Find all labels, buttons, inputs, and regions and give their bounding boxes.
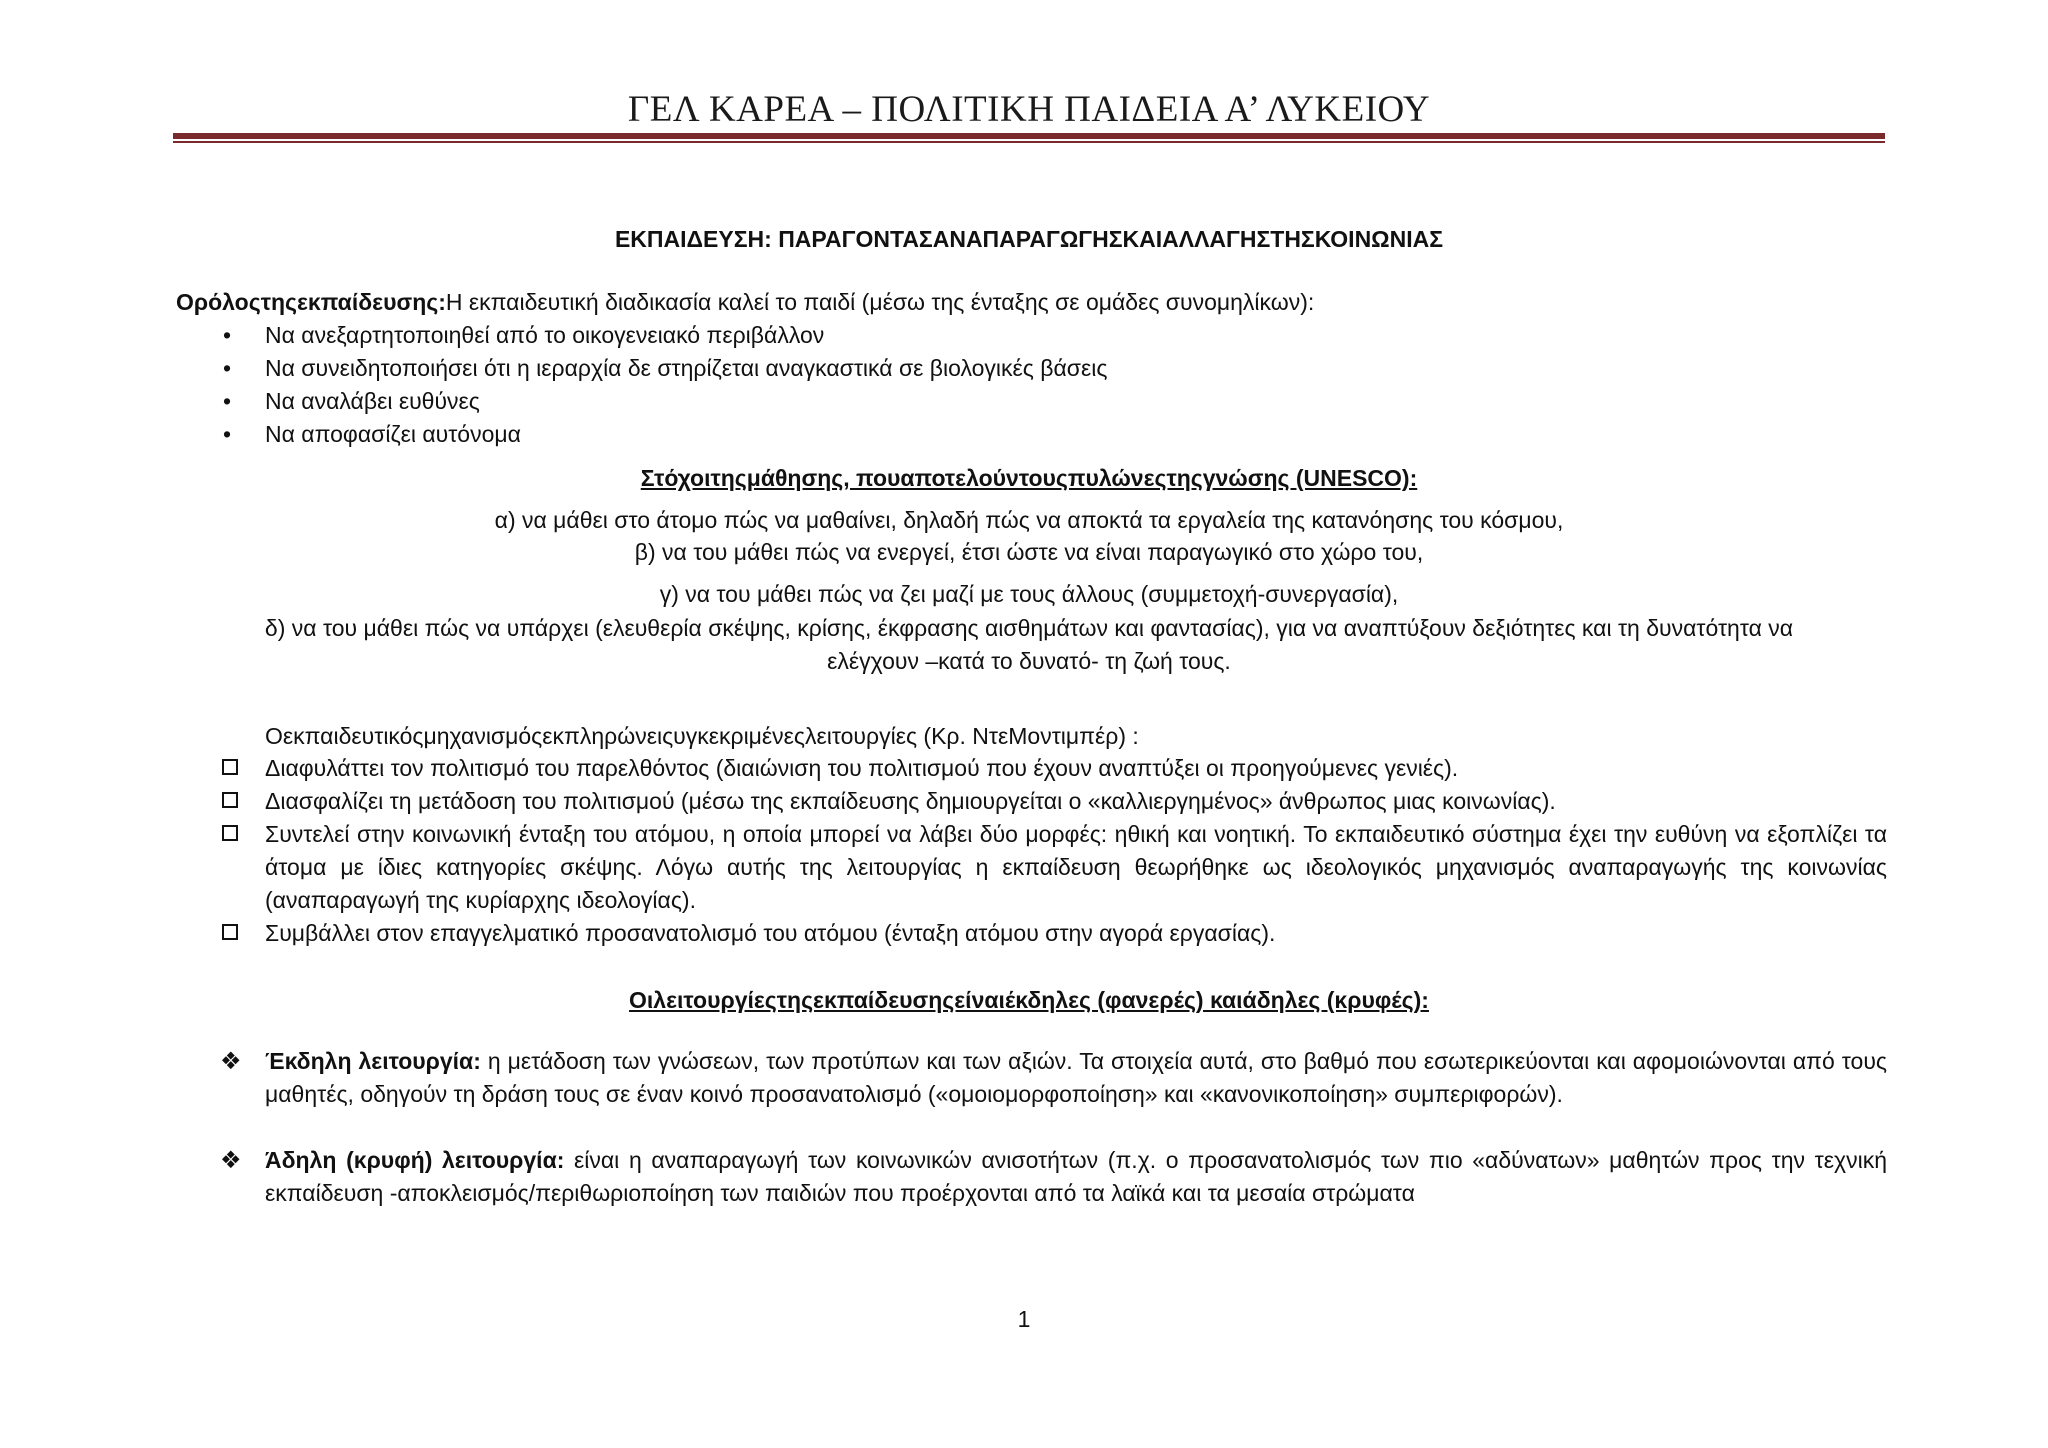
- function-label: Άδηλη (κρυφή) λειτουργία:: [265, 1147, 565, 1173]
- function-text: η μετάδοση των γνώσεων, των προτύπων και των αξιών. Τα στοιχεία αυτά, στο βαθμό που εσωτερικεύονται και αφομοιώνονται από τους μαθητές, οδηγούν τη δράση τους σε έναν κοινό προσανατολισμό («ομοιομορφοποίηση» και «κανονικοποίηση» συμπεριφορών).: [265, 1048, 1887, 1107]
- mechanism-item: Διασφαλίζει τη μετάδοση του πολιτισμού (μέσω της εκπαίδευσης δημιουργείται ο «καλλιεργημένος» άνθρωπος μιας κοινωνίας).: [265, 788, 1556, 814]
- unesco-item-d-line2: ελέγχουν –κατά το δυνατό- τη ζωή τους.: [827, 648, 1231, 674]
- mechanism-intro: Οεκπαιδευτικόςμηχανισμόςεκπληρώνειςυγκεκριμένεςλειτουργίες (Κρ. ΝτεΜοντιμπέρ) :: [265, 723, 1139, 749]
- role-bullet: Να συνειδητοποιήσει ότι η ιεραρχία δε στηρίζεται αναγκαστικά σε βιολογικές βάσεις: [265, 355, 1108, 381]
- page-number: 1: [1017, 1306, 1031, 1332]
- unesco-heading: [173, 462, 1885, 495]
- unesco-item-c: γ) να του μάθει πώς να ζει μαζί με τους άλλους (συμμετοχή-συνεργασία),: [659, 581, 1399, 607]
- document-title: ΕΚΠΑΙΔΕΥΣΗ: ΠΑΡΑΓΟΝΤΑΣΑΝΑΠΑΡΑΓΩΓΗΣΚΑΙΑΛΛΑΓΗΣΤΗΣΚΟΙΝΩΝΙΑΣ: [614, 226, 1444, 252]
- header-rule-thick: [173, 133, 1885, 139]
- page-header-title: ΓΕΛ ΚΑΡΕΑ – ΠΟΛΙΤΙΚΗ ΠΑΙΔΕΙΑ Α’ ΛΥΚΕΙΟΥ: [627, 89, 1431, 130]
- bullet-icon: •: [223, 388, 232, 414]
- functions-heading: [173, 984, 1885, 1017]
- functions-heading-text: Οιλειτουργίεςτηςεκπαίδευσηςείναιέκδηλες (φανερές) καιάδηλες (κρυφές):: [629, 987, 1429, 1013]
- mechanism-item: Συντελεί στην κοινωνική ένταξη του ατόμου, η οποία μπορεί να λάβει δύο μορφές: ηθική και νοητική. Το εκπαιδευτικό σύστημα έχει την ευθύνη να εξοπλίζει τα άτομα με ίδιες κατηγορίες σκέψης. Λόγω αυτής της λειτουργίας η εκπαίδευση θεωρήθηκε ως ιδεολογικός μηχανισμός αναπαραγωγής της κοινωνίας (αναπαραγωγή της κυρίαρχης ιδεολογίας).: [265, 821, 1887, 913]
- checkbox-square-icon: [222, 924, 238, 940]
- unesco-heading-text: Στόχοιτηςμάθησης, πουαποτελούντουςπυλώνεςτηςγνώσης (UNESCO):: [640, 465, 1418, 491]
- function-label: Έκδηλη λειτουργία:: [265, 1048, 481, 1074]
- function-latent: [265, 1144, 1887, 1210]
- unesco-item-b: β) να του μάθει πώς να ενεργεί, έτσι ώστε να είναι παραγωγικό στο χώρο του,: [634, 539, 1424, 565]
- role-label: Ορόλοςτηςεκπαίδευσης:: [176, 289, 446, 315]
- bullet-icon: •: [223, 322, 232, 348]
- diamond-bullet-icon: ❖: [220, 1147, 242, 1174]
- checkbox-square-icon: [222, 825, 238, 841]
- role-text: Η εκπαιδευτική διαδικασία καλεί το παιδί (μέσω της ένταξης σε ομάδες συνομηλίκων):: [445, 289, 1315, 315]
- role-bullet: Να ανεξαρτητοποιηθεί από το οικογενειακό περιβάλλον: [265, 322, 825, 348]
- checkbox-square-icon: [222, 792, 238, 808]
- mechanism-item: Συμβάλλει στον επαγγελματικό προσανατολισμό του ατόμου (ένταξη ατόμου στην αγορά εργασίας).: [265, 920, 1276, 946]
- function-manifest: [265, 1045, 1887, 1111]
- function-text: είναι η αναπαραγωγή των κοινωνικών ανισοτήτων (π.χ. ο προσανατολισμός των πιο «αδύνατων» μαθητών προς την τεχνική εκπαίδευση -αποκλεισμός/περιθωριοποίηση των παιδιών που προέρχονται από τα λαϊκά και τα μεσαία στρώματα: [265, 1147, 1887, 1206]
- header-rule-thin: [173, 141, 1885, 143]
- role-bullet: Να αποφασίζει αυτόνομα: [265, 421, 521, 447]
- diamond-bullet-icon: ❖: [220, 1048, 242, 1075]
- checkbox-square-icon: [222, 759, 238, 775]
- unesco-item-d-line1: δ) να του μάθει πώς να υπάρχει (ελευθερία σκέψης, κρίσης, έκφρασης αισθημάτων και φαντασίας), για να αναπτύξουν δεξιότητες και τη δυνατότητα να: [264, 615, 1794, 641]
- role-bullet: Να αναλάβει ευθύνες: [265, 388, 480, 414]
- bullet-icon: •: [223, 421, 232, 447]
- unesco-item-a: α) να μάθει στο άτομο πώς να μαθαίνει, δηλαδή πώς να αποκτά τα εργαλεία της κατανόησης του κόσμου,: [494, 507, 1564, 533]
- role-paragraph: [176, 286, 1314, 319]
- bullet-icon: •: [223, 355, 232, 381]
- mechanism-item: Διαφυλάττει τον πολιτισμό του παρελθόντος (διαιώνιση του πολιτισμού που έχουν αναπτύξει οι προηγούμενες γενιές).: [265, 755, 1459, 781]
